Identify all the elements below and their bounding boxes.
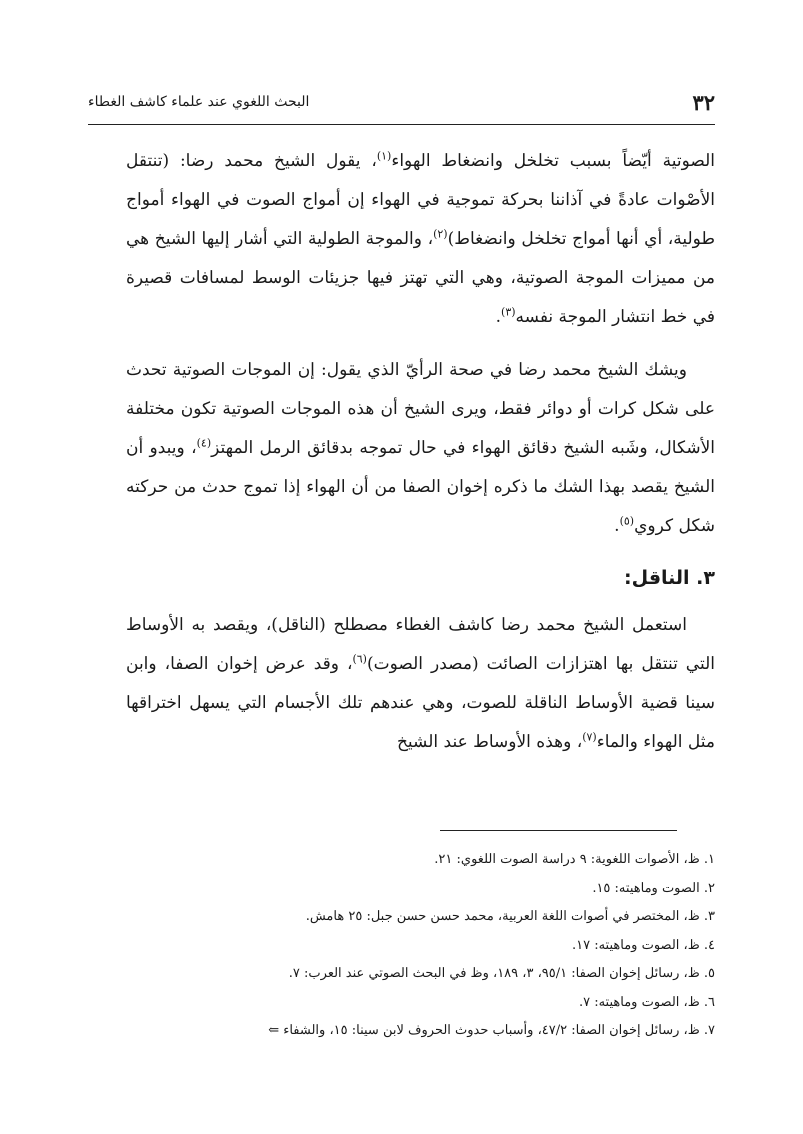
footnote-5: ٥. ظ، رسائل إخوان الصفا: ٩٥/١، ٣، ١٨٩، وظ في البحث الصوتي عند العرب: ٧. — [288, 966, 715, 981]
text-run: ، يقول الشيخ محمد رضا: (تنتقل الأصْوات عادةً في آذاننا بحركة تموجية في الهواء إن أمواج الصوت في الهواء أمواج طولية، أي أنها أمواج تخلخل وانضغاط) — [126, 151, 715, 249]
footnote-3: ٣. ظ، المختصر في أصوات اللغة العربية، محمد حسن حسن جبل: ٢٥ هامش. — [305, 909, 715, 924]
text-run: استعمل الشيخ محمد رضا كاشف الغطاء مصطلح (الناقل)، ويقصد به الأوساط التي تنتقل بها اهتزازات الصائت (مصدر الصوت) — [126, 615, 715, 674]
running-title: البحث اللغوي عند علماء كاشف الغطاء — [88, 94, 310, 110]
text-run: ، ويبدو أن الشيخ يقصد بهذا الشك ما ذكره إخوان الصفا من أن الهواء إذا تموج حدث من حركته شكل كروي — [126, 438, 716, 536]
text-run: . — [495, 307, 502, 327]
footnote-7: ٧. ظ، رسائل إخوان الصفا: ٤٧/٢، وأسباب حدوث الحروف لابن سينا: ١٥، والشفاء ⇐ — [268, 1023, 715, 1038]
text-run: . — [614, 516, 620, 536]
text-run: ، والموجة الطولية التي أشار إليها الشيخ هي من مميزات الموجة الصوتية، وهي التي تهتز فيها جزيئات الوسط لمسافات قصيرة في خط انتشار الموجة نفسه — [126, 229, 715, 327]
section-heading: ٣. الناقل: — [624, 567, 715, 589]
footnotes-list — [126, 846, 715, 1046]
footnote-ref-3: (٣) — [501, 305, 516, 319]
paragraph-2 — [126, 351, 715, 546]
footnote-ref-1: (١) — [376, 149, 392, 163]
footnote-ref-4: (٤) — [196, 436, 212, 450]
footnote-6: ٦. ظ، الصوت وماهيته: ٧. — [578, 994, 715, 1010]
text-run: الصوتية أيّضاً بسبب تخلخل وانضغاط الهواء — [391, 151, 715, 171]
footnote-2: ٢. الصوت وماهيته: ١٥. — [592, 880, 715, 896]
text-run: ، وهذه الأوساط عند الشيخ — [396, 732, 583, 752]
footnote-ref-2: (٢) — [433, 227, 448, 241]
footnote-4: ٤. ظ، الصوت وماهيته: ١٧. — [571, 937, 715, 953]
footnote-1: ١. ظ، الأصوات اللغوية: ٩ دراسة الصوت اللغوي: ٢١. — [434, 852, 715, 867]
footnote-separator — [440, 830, 677, 831]
page-number: ٣٢ — [692, 90, 715, 115]
footnote-ref-6: (٦) — [352, 652, 367, 666]
footnote-ref-5: (٥) — [619, 514, 635, 528]
body-text — [126, 142, 715, 762]
text-run: ، وقد عرض إخوان الصفا، وابن سينا قضية الأوساط الناقلة للصوت، وهي عندهم تلك الأجسام التي يسهل اختراقها مثل الهواء والماء — [126, 654, 715, 752]
paragraph-3 — [126, 606, 715, 762]
footnote-ref-7: (٧) — [582, 730, 597, 744]
header-rule — [88, 124, 715, 125]
paragraph-1 — [126, 142, 715, 337]
text-run: ويشك الشيخ محمد رضا في صحة الرأيّ الذي يقول: إن الموجات الصوتية تحدث على شكل كرات أو دوائر فقط، ويرى الشيخ أن هذه الموجات الصوتية تكون مختلفة الأشكال، وشَبه الشيخ دقائق الهواء في حال تموجه بدقائق الرمل المهتز — [126, 360, 715, 458]
page-header — [88, 88, 715, 122]
